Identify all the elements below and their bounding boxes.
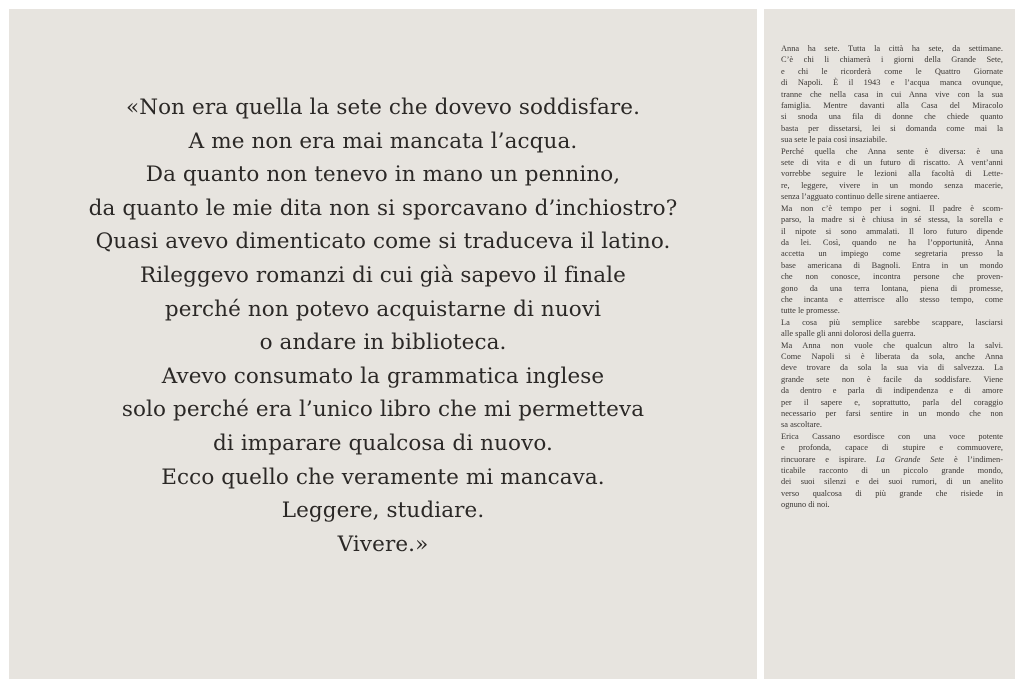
body-line: ognuno di noi. — [781, 500, 830, 510]
quote-panel — [9, 9, 757, 679]
description-panel — [764, 9, 1015, 679]
body-line: accetta un impiego come segretaria presso la — [781, 249, 1003, 259]
body-line: Perché quella che Anna sente è diversa: è una — [781, 146, 1003, 156]
body-line: alle spalle gli anni dolorosi della guerra. — [781, 329, 916, 339]
description-paragraph-3 — [781, 203, 1003, 317]
body-line: che non conosce, incontra persone che proven- — [781, 272, 1003, 282]
body-text-fragment: è l’indimen- — [944, 454, 1003, 464]
quote-line: di imparare qualcosa di nuovo. — [213, 430, 553, 456]
book-title: La Grande Sete — [875, 454, 945, 464]
body-line: deve trovare da sola la sua via di salvezza. La — [781, 363, 1003, 373]
body-line: Ma Anna non vuole che qualcun altro la salvi. — [781, 340, 1003, 350]
body-line: basta per dissetarsi, lei si domanda come mai la — [781, 123, 1003, 133]
body-line: da lei. Così, quando ne ha l’opportunità, Anna — [781, 237, 1003, 247]
body-line: base americana di Bagnoli. Entra in un mondo — [781, 260, 1003, 270]
quote-line: Da quanto non tenevo in mano un pennino, — [145, 162, 621, 188]
body-line: tutte le promesse. — [781, 306, 840, 316]
book-description — [781, 43, 1003, 511]
body-line: sua sete le paia così insaziabile. — [781, 135, 888, 145]
body-line: parso, la madre si è chiusa in sé stessa, la sorella e — [781, 215, 1003, 225]
quote-line: solo perché era l’unico libro che mi permetteva — [121, 397, 645, 423]
quote-block — [9, 91, 757, 561]
body-line: tranne che nella casa in cui Anna vive con la sua — [781, 89, 1003, 99]
description-paragraph-4 — [781, 317, 1003, 340]
body-line: verso qualcosa di più grande che risiede in — [781, 488, 1003, 498]
body-line: sete di vita e di un futuro di riscatto. A vent’anni — [781, 158, 1003, 168]
quote-line: Leggere, studiare. — [281, 498, 485, 524]
body-line: re, leggere, vivere in un mondo senza macerie, — [781, 180, 1003, 190]
body-line: La cosa più semplice sarebbe scappare, lasciarsi — [781, 317, 1003, 327]
quote-line: Quasi avevo dimenticato come si traduceva il latino. — [95, 229, 671, 255]
body-line: Come Napoli si è liberata da sola, anche Anna — [781, 351, 1003, 361]
description-paragraph-1 — [781, 43, 1003, 146]
description-paragraph-5 — [781, 340, 1003, 431]
body-line: di Napoli. È il 1943 e l’acqua manca ovunque, — [781, 78, 1003, 88]
body-text-fragment: rincuorare e ispirare. — [781, 454, 876, 464]
body-line: necessario per farsi sentire in un mondo che non — [781, 409, 1003, 418]
quote-line: Avevo consumato la grammatica inglese — [161, 363, 605, 389]
body-line: da dentro e parla di indipendenza e di amore — [781, 386, 1003, 396]
body-line: ticabile racconto di un piccolo grande mondo, — [781, 466, 1003, 476]
body-line: il nipote si sono ammalati. Il loro futuro dipende — [781, 226, 1003, 236]
quote-line: da quanto le mie dita non si sporcavano d’inchiostro? — [88, 195, 678, 221]
description-paragraph-2 — [781, 146, 1003, 203]
body-line: senza l’agguato continuo delle sirene antiaeree. — [781, 192, 940, 202]
quote-line: «Non era quella la sete che dovevo soddisfare. — [125, 95, 641, 120]
body-line-with-title — [781, 454, 1003, 465]
description-paragraph-6 — [781, 431, 1003, 511]
quote-line: perché non potevo acquistarne di nuovi — [164, 296, 602, 322]
body-line: per il sapere e, soprattutto, parla del coraggio — [781, 397, 1003, 407]
body-line: e profonda, capace di stupire e commuovere, — [781, 443, 1003, 453]
quote-line: Rileggevo romanzi di cui già sapevo il finale — [140, 262, 626, 288]
body-line: Erica Cassano esordisce con una voce potente — [781, 431, 1003, 441]
body-line: grande sete non è facile da soddisfare. Viene — [781, 374, 1003, 384]
body-line: Anna ha sete. Tutta la città ha sete, da settimane. — [781, 44, 1003, 53]
quote-line: Ecco quello che veramente mi mancava. — [161, 464, 605, 490]
body-line: gono da una terra lontana, piena di promesse, — [781, 283, 1003, 293]
body-line: si snoda una fila di donne che chiede quanto — [781, 112, 1003, 122]
body-line: vorrebbe seguire le lezioni alla facoltà di Lette- — [781, 169, 1003, 179]
body-line: che incanta e atterrisce allo stesso tempo, come — [781, 294, 1003, 304]
quote-line: Vivere.» — [337, 531, 429, 557]
body-line: famiglia. Mentre davanti alla Casa del Miracolo — [781, 101, 1003, 111]
quote-line: o andare in biblioteca. — [259, 330, 507, 356]
body-line: sa ascoltare. — [781, 420, 822, 430]
body-line: Ma non c’è tempo per i sogni. Il padre è scom- — [781, 203, 1003, 213]
body-line: e chi le ricorderà come le Quattro Giornate — [781, 66, 1003, 76]
body-line: C’è chi li chiamerà i giorni della Grande Sete, — [781, 55, 1003, 65]
quote-line: A me non era mai mancata l’acqua. — [188, 128, 578, 154]
body-line: dei suoi silenzi e dei suoi rumori, di un anelito — [781, 477, 1003, 487]
